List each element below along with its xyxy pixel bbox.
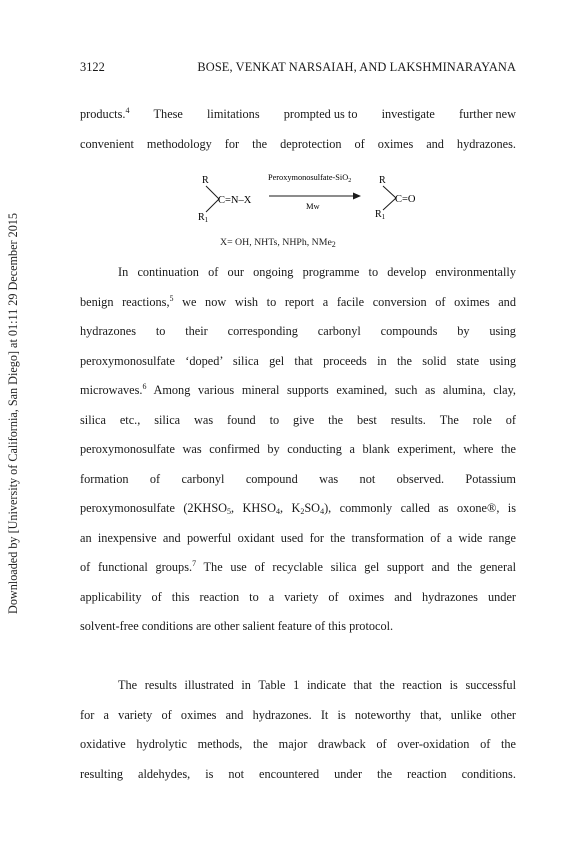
ref-6: 6 [142,382,147,391]
p2-line-1: The results illustrated in Table 1 indicate that the reaction is successful [118,678,516,692]
condition-label: Mw [306,201,320,211]
download-note-text: Downloaded by [University of California, San Diego] at 01:11 29 December 2015 [5,212,20,614]
p1-line-5: microwaves.$^6$ Among various mineral supports examined, such as alumina, clay, [80,382,516,397]
carbonyl-group: C=O [395,194,416,205]
p1-line-10: an inexpensive and powerful oxidant used for the transformation of a wide range [80,530,516,545]
reagent-label: Peroxymonosulfate-SiO$_2$ [268,173,352,184]
p1-line-7: peroxymonosulfate was confirmed by conducting a blank experiment, where the [80,442,516,456]
reaction-arrow-head [353,193,361,200]
paragraph-2 [80,671,516,789]
p1-line-12: applicability of this reaction to a variety of oximes and hydrazones under [80,589,516,604]
p1-line-4: peroxymonosulfate ‘doped’ silica gel that proceeds in the solid state using [80,353,516,368]
p1-line-6: silica etc., silica was found to give the best results. The role of [80,412,516,427]
p1-line-13: solvent-free conditions are other salient feature of this protocol. [80,619,394,633]
p1-line-2: benign reactions,$^5$ we now wish to report a facile conversion of oximes and [80,293,516,309]
p2-line-2: for a variety of oximes and hydrazones. It is noteworthy that, unlike other [80,707,516,722]
intro-line-1: products.$^4$ These limitations prompted us to investigate further new [80,106,516,121]
running-header [80,60,516,80]
product-r-label: R [379,175,386,186]
download-note [2,168,24,658]
ref-5: 5 [169,293,174,303]
p1-line-8: formation of carbonyl compound was not observed. Potassium [80,471,516,486]
product-r1-label: $R_1$ [375,209,386,221]
reaction-scheme-drawing [180,172,440,242]
p1-line-11: of functional groups.$^7$ The use of recyclable silica gel support and the general [80,559,516,574]
reactant-r1-label: $R_1$ [198,212,209,224]
page-number: 3122 [80,60,105,74]
ref-4: 4 [125,106,130,115]
p1-line-9: peroxymonosulfate ($2KHSO_5$, $KHSO_4$, $K_2SO_4$), commonly called as oxone®, is [80,501,516,516]
running-header-authors: BOSE, VENKAT NARSAIAH, AND LAKSHMINARAYANA [197,60,516,74]
paragraph-1 [80,258,516,642]
p1-line-1: In continuation of our ongoing programme to develop environmentally [118,265,516,279]
intro-line-2: convenient methodology for the deprotection of oximes and hydrazones. [80,136,516,151]
x-definition: X= OH, NHTs, NHPh, NMe$_2$ [220,237,336,249]
p1-line-3: hydrazones to their corresponding carbonyl compounds by using [80,324,516,338]
p2-line-3: oxidative hydrolytic methods, the major drawback of over-oxidation of the [80,737,516,751]
ref-7: 7 [192,559,197,568]
reactant-r-label: R [202,175,209,186]
imine-group: C=N–X [218,195,252,206]
p2-line-4: resulting aldehydes, is not encountered under the reaction conditions. [80,766,516,781]
intro-paragraph [80,100,516,159]
